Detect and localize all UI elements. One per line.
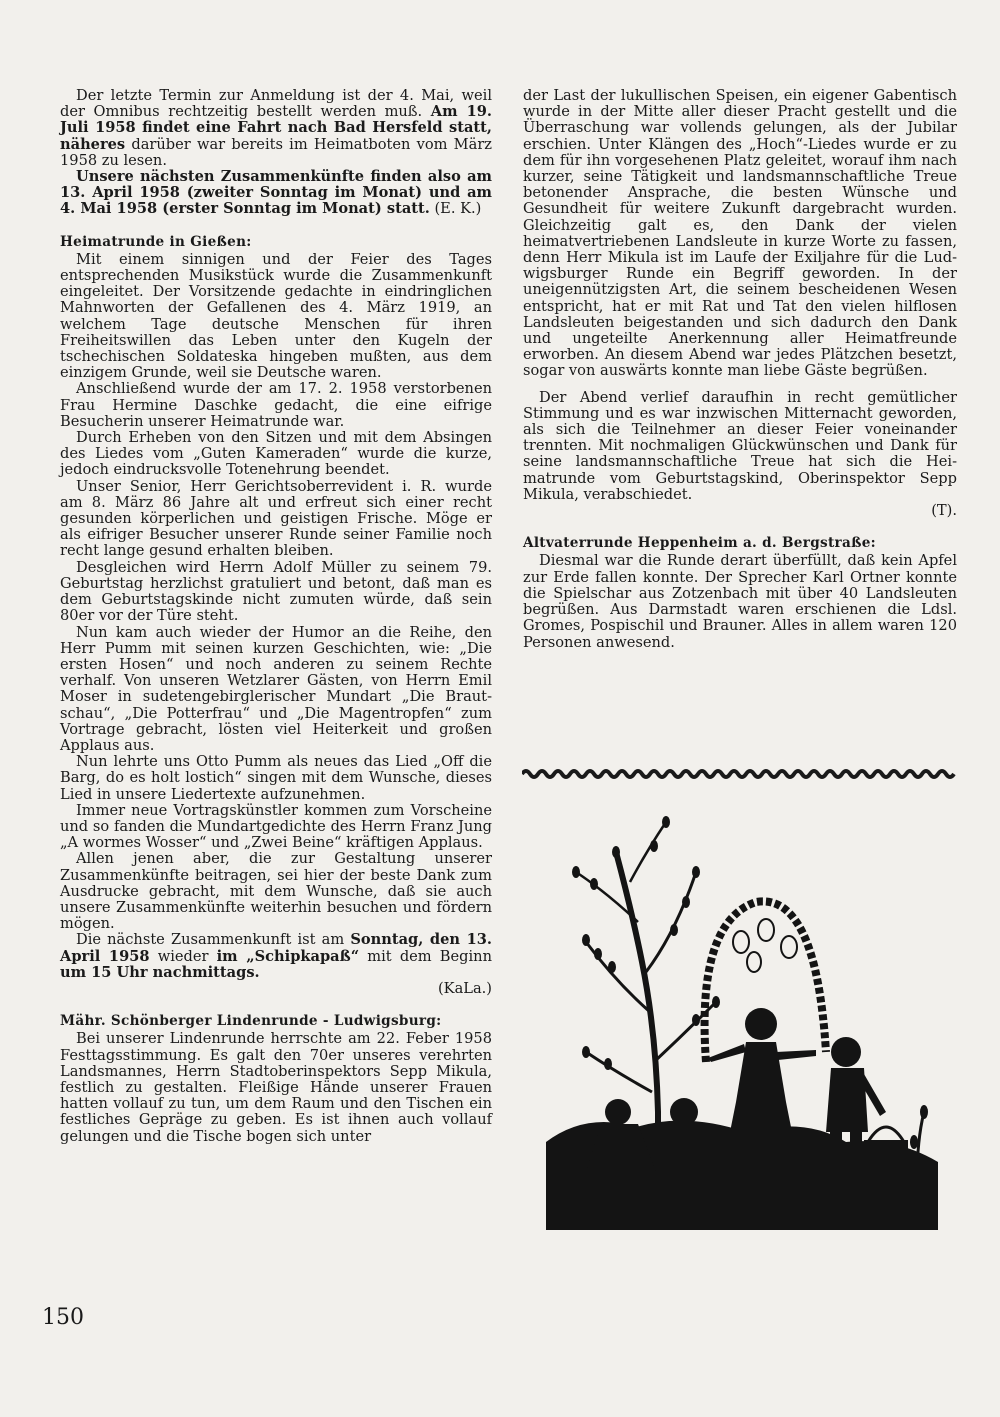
heppenheim-paragraph: Diesmal war die Runde derart überfüllt, daß kein Apfel zur Erde fallen konnte. Der Sprecher Karl Ortner konnte die Spielschar aus Zotzenbach mit über 40 Landsleuten begrüßen. Aus Darmstadt waren erschienen die Ldsl. Gromes, Pospischil und Brauner. Alles in allem waren 120 Personen anwesend.: [523, 552, 957, 651]
intro-paragraph-1: [60, 88, 492, 169]
section-heading-ludwigsburg: Mähr. Schönberger Lindenrunde - Ludwigsburg:: [60, 1013, 442, 1030]
intro-bold-text: Unsere nächsten Zusammenkünfte finden also am 13. April 1958 (zweiter Sonntag im Monat) und am 4. Mai 1958 (erster Sonntag im Monat) statt.: [60, 168, 492, 218]
ludwigsburg-paragraph: Der Abend verlief daraufhin in recht gemütlicher Stimmung und es war inzwischen Mitternacht geworden, als sich die Teilnehmer an dieser Feier voneinander trennten. Mit nochmaligen Glückwünschen und Dank für seine landsmannschaftliche Treue hat sich die Heimatrunde vom Geburtstagskind, Oberinspektor Sepp Mikula, verabschiedet.: [523, 388, 957, 503]
giessen-paragraph: Mit einem sinnigen und der Feier des Tages entsprechenden Musikstück wurde die Zusammenkunft eingeleitet. Der Vorsitzende gedachte in eindringlichen Mahnworten der Gefallenen des 4. März 1919, an welchem Tage deutsche Menschen für ihren Freiheitswillen das Leben unter den Kugeln der tschechischen Soldateska hingeben mußten, aus dem einzigem Grunde, weil sie Deutsche waren.: [60, 250, 492, 382]
giessen-signature: (KaLa.): [437, 979, 492, 997]
giessen-paragraph: Anschließend wurde der am 17. 2. 1958 verstorbenen Frau Hermine Daschke gedacht, die eine eifrige Besucherin unserer Heimatrunde war.: [60, 380, 492, 430]
intro-bold-text: näheres: [60, 135, 126, 153]
ludwigsburg-signature: (T).: [931, 502, 957, 520]
silhouette-easter-children-icon: [546, 812, 938, 1230]
meeting-text: mit dem Beginn: [359, 947, 492, 965]
intro-paragraph-2: [60, 169, 492, 218]
right-column: [523, 88, 957, 651]
section-heading-giessen: Heimatrunde in Gießen:: [60, 233, 252, 250]
giessen-paragraph: Nun kam auch wieder der Humor an die Reihe, den Herr Pumm mit seinen kurzen Geschichten, wie: „Die ersten Hosen“ und noch anderen zu seinem Rechte verhalf. Von unseren Wetzlarer Gästen, von Herrn Emil Moser in sudetengebirglerischer Mundart „Die Brautschau“, „Die Potterfrau“ und „Die Magentropfen“ zum Vortrage gebracht, lösten viel Heiterkeit und großen Applaus aus.: [60, 623, 492, 754]
section-gap: [60, 218, 492, 234]
intro-text: darüber war bereits im Heimatboten vom März 1958 zu lesen.: [60, 135, 492, 169]
meeting-time: um 15 Uhr nachmittags.: [60, 963, 260, 981]
page-number: 150: [42, 1305, 84, 1330]
intro-bold-text: Am 19. Juli 1958 findet eine Fahrt nach Bad Hersfeld statt,: [60, 103, 492, 137]
left-column: [60, 88, 492, 1145]
giessen-paragraph: Nun lehrte uns Otto Pumm als neues das Lied „Off die Barg, do es holt lostich“ singen mit dem Wunsche, dieses Lied in unsere Liedertexte aufzunehmen.: [60, 753, 492, 803]
giessen-paragraph: Allen jenen aber, die zur Gestaltung unserer Zusammenkünfte beitragen, sei hier der beste Dank zum Ausdrucke gebracht, mit dem Wunsche, daß sie auch unsere Zusammenkünfte weiterhin besuchen und fördern mögen.: [60, 850, 492, 933]
intro-signature: (E. K.): [429, 200, 482, 218]
section-gap: [60, 997, 492, 1013]
giessen-paragraph: Desgleichen wird Herrn Adolf Müller zu seinem 79. Geburtstag herzlichst gratuliert und betont, daß man es dem Geburtstagskinde nicht zumuten würde, daß sein 80er vor der Türe steht.: [60, 558, 492, 625]
giessen-paragraph: Unser Senior, Herr Gerichtsoberrevident i. R. wurde am 8. März 86 Jahre alt und erfreut sich einer recht gesunden körperlichen und geistigen Frische. Möge er als eifriger Besucher unserer Runde seiner Familie noch recht lange gesund erhalten bleiben.: [60, 477, 492, 560]
giessen-paragraph: Durch Erheben von den Sitzen und mit dem Absingen des Liedes vom „Guten Kameraden“ wurde die kurze, jedoch eindrucksvolle Totenehrung beendet.: [60, 429, 492, 479]
intro-text: Der letzte Termin zur Anmeldung ist der 4. Mai, weil der Omnibus rechtzeitig bestellt werden muß.: [60, 87, 492, 121]
section-heading-heppenheim: Altvaterrunde Heppenheim a. d. Bergstraße:: [523, 535, 876, 552]
section-gap: [523, 519, 957, 535]
meeting-date: Sonntag, den 13. April 1958: [60, 931, 492, 965]
meeting-place: im „Schipkapaß“: [216, 947, 360, 965]
ludwigsburg-paragraph: Bei unserer Lindenrunde herrschte am 22. Feber 1958 Festtagsstimmung. Es galt den 70er unseres verehrten Landsmannes, Herrn Stadtoberinspektors Sepp Mikula, festlich zu gestalten. Fleißige Hände unserer Frauen hatten vollauf zu tun, um dem Raum und den Tischen ein festliches Gepräge zu geben. Es ist ihnen auch vollauf gelungen und die Tische bogen sich unter: [60, 1030, 492, 1145]
meeting-text: Die nächste Zusammenkunft ist am: [76, 931, 351, 949]
ludwigsburg-continuation: der Last der lukullischen Speisen, ein eigener Gabentisch wurde in der Mitte aller dieser Pracht gestellt und die Überraschung war vollends gelungen, als der Jubilar erschien. Unter Klängen des „Hoch“-Liedes wurde er zu dem für ihn vorgesehenen Platz geleitet, worauf ihm nach kurzer, seine Tätigkeit und landsmannschaftliche Treue betonender Ansprache, die besten Wünsche und Gesundheit für weitere Zukunft dargebracht wurden. Gleichzeitig galt es, den Dank der vielen heimatvertriebenen Landsleute in kurze Worte zu fassen, denn Herr Mikula ist im Laufe der Exiljahre für die Ludwigsburger Runde ein Begriff geworden. In der uneigennützigsten Art, die seinem bescheidenen Wesen entspricht, hat er mit Rat und Tat den vielen hilflosen Landsleuten beigestanden und sich dadurch den Dank und ungeteilte Anerkennung aller Heimatfreunde erworben. An diesem Abend war jedes Plätzchen besetzt, sogar von auswärts konnte man liebe Gäste begrüßen.: [523, 87, 957, 380]
giessen-paragraph: Immer neue Vortragskünstler kommen zum Vorscheine und so fanden die Mundartgedichte des Herrn Franz Jung „A wormes Wosser“ und „Zwei Beine“ kräftigen Applaus.: [60, 801, 492, 852]
giessen-next-meeting: [60, 932, 492, 981]
meeting-text: wieder: [149, 947, 217, 965]
wavy-divider: [522, 768, 956, 780]
